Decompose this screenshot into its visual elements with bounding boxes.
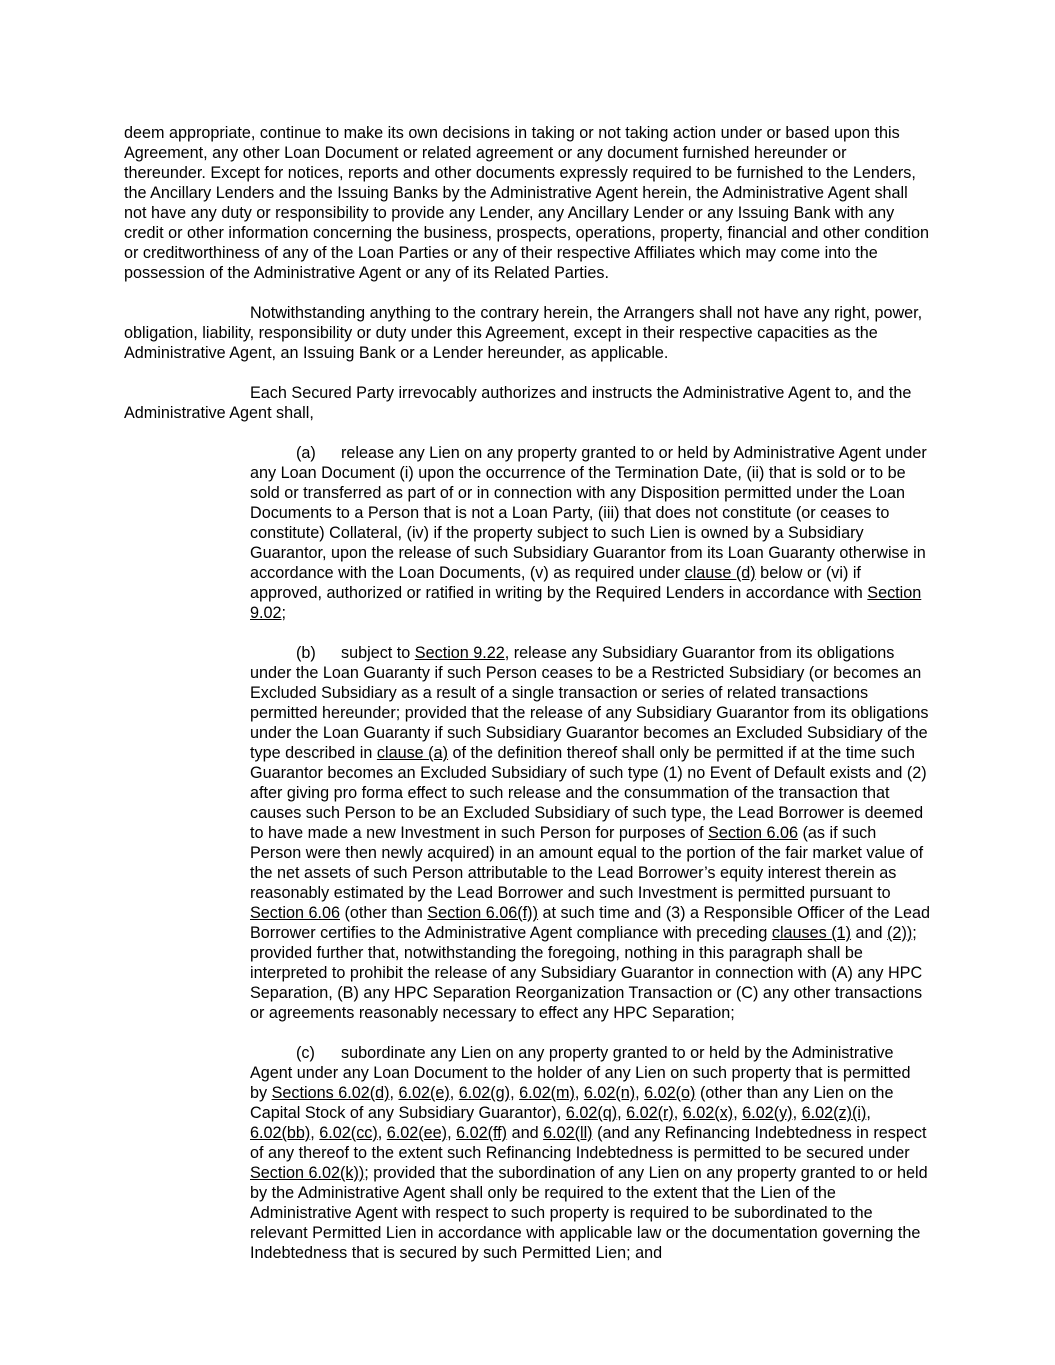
cross-reference: 6.02(n) xyxy=(583,1084,636,1102)
cross-reference: 6.02(r) xyxy=(626,1104,674,1122)
paragraph-arrangers xyxy=(124,303,930,363)
text-run: subordinate any Lien on any property granted to or held by the Administrative Agent under any Loan Document to the holder of any Lien on such property that is permitted by xyxy=(250,1044,911,1102)
text-run: at such time and (3) a Responsible Officer of the Lead Borrower certifies to the Administrative Agent compliance with preceding xyxy=(250,904,930,942)
text-run: , xyxy=(449,1084,459,1102)
cross-reference: Section 9.02 xyxy=(250,584,922,622)
cross-reference: 6.02(m) xyxy=(519,1084,575,1102)
clause-b-label: (b) xyxy=(296,644,316,662)
cross-reference: clauses (1) xyxy=(771,924,852,942)
text-run: (other than xyxy=(340,904,428,922)
cross-reference: 6.02(x) xyxy=(682,1104,734,1122)
text-run: ; xyxy=(281,604,287,622)
text-run: Each Secured Party irrevocably authorizes and instructs the Administrative Agent to, and the Administrative Agent shall, xyxy=(124,384,912,422)
text-run: , xyxy=(310,1124,320,1142)
text-run: , xyxy=(377,1124,387,1142)
cross-reference: 6.02(g) xyxy=(458,1084,511,1102)
cross-reference: 6.02(cc) xyxy=(319,1124,378,1142)
text-run: , release any Subsidiary Guarantor from its obligations under the Loan Guaranty if such Person ceases to be a Restricted Subsidiary (or becomes an Excluded Subsidiary as a result of a single transaction or series of related transactions permitted hereunder; provided that the release of any Subsidiary Guarantor from its obligations under the Loan Guaranty if such Subsidiary Guarantor becomes an Excluded Subsidiary of the type described in xyxy=(250,644,929,762)
text-run: , xyxy=(733,1104,743,1122)
text-run: , xyxy=(389,1084,399,1102)
paragraph-secured-party-authorization xyxy=(124,383,930,423)
text-run: (other than any Lien on the Capital Stock of any Subsidiary Guarantor), xyxy=(250,1084,894,1122)
cross-reference: 6.02(bb) xyxy=(250,1124,311,1142)
cross-reference: clause (a) xyxy=(376,744,448,762)
text-run: (as if such Person were then newly acquired) in an amount equal to the portion of the fair market value of the net assets of such Person attributable to the Lead Borrower’s equity interest therein as reasonably estimated by the Lead Borrower and such Investment is permitted pursuant to xyxy=(250,824,924,902)
text-run: Notwithstanding anything to the contrary herein, the Arrangers shall not have any right, power, obligation, liability, responsibility or duty under this Agreement, except in their respective capacities as the Administrative Agent, an Issuing Bank or a Lender hereunder, as applicable. xyxy=(124,304,923,362)
clause-a-paragraph xyxy=(250,443,930,623)
cross-reference: clause (d) xyxy=(684,564,756,582)
clause-c-text xyxy=(250,1044,928,1262)
clause-b-paragraph xyxy=(250,643,930,1023)
cross-reference: Sections 6.02(d) xyxy=(271,1084,390,1102)
cross-reference: Section 6.06 xyxy=(250,904,340,922)
text-run: , xyxy=(635,1084,645,1102)
cross-reference: 6.02(o) xyxy=(644,1084,696,1102)
text-run: , xyxy=(617,1104,627,1122)
text-run: deem appropriate, continue to make its own decisions in taking or not taking action under or based upon this Agreement, any other Loan Document or related agreement or any document furnished hereunder or thereunder. Except for notices, reports and other documents expressly required to be furnished to the Lenders, the Ancillary Lenders and the Issuing Banks by the Administrative Agent herein, the Administrative Agent shall not have any duty or responsibility to provide any Lender, any Ancillary Lender or any Issuing Bank with any credit or other information concerning the business, prospects, operations, property, financial and other condition or creditworthiness of any of the Loan Parties or any of their respective Affiliates which may come into the possession of the Administrative Agent or any of its Related Parties. xyxy=(124,124,930,282)
cross-reference: Section 6.06(f)) xyxy=(427,904,538,922)
text-run: ; provided that the subordination of any Lien on any property granted to or held by the Administrative Agent shall only be required to the extent that the Lien of the Administrative Agent with respect to such property is required to be subordinated to the relevant Permitted Lien in accordance with applicable law or the documentation governing the Indebtedness that is secured by such Permitted Lien; and xyxy=(250,1164,928,1262)
cross-reference: Section 9.22 xyxy=(414,644,505,662)
cross-reference: (2)) xyxy=(887,924,913,942)
text-run: ; provided further that, notwithstanding the foregoing, nothing in this paragraph shall be interpreted to prohibit the release of any Subsidiary Guarantor in connection with (A) any HPC Separation, (B) any HPC Separation Reorganization Transaction or (C) any other transactions or agreements reasonably necessary to effect any HPC Separation; xyxy=(250,924,923,1022)
cross-reference: Section 6.06 xyxy=(708,824,799,842)
text-run: of the definition thereof shall only be permitted if at the time such Guarantor becomes an Excluded Subsidiary of such type (1) no Event of Default exists and (2) after giving pro forma effect to such release and the consummation of the transaction that causes such Person to be an Excluded Subsidiary of such type, the Lead Borrower is deemed to have made a new Investment in such Person for purposes of xyxy=(250,744,927,842)
text-run: (and any Refinancing Indebtedness in respect of any thereof to the extent such Refinancing Indebtedness is permitted to be secured under xyxy=(250,1124,927,1162)
text-run: , xyxy=(866,1104,871,1122)
cross-reference: 6.02(z)(i) xyxy=(801,1104,867,1122)
clause-a-label: (a) xyxy=(296,444,316,462)
cross-reference: 6.02(ll) xyxy=(543,1124,593,1142)
cross-reference: 6.02(e) xyxy=(398,1084,450,1102)
cross-reference: 6.02(ee) xyxy=(386,1124,448,1142)
cross-reference: 6.02(q) xyxy=(565,1104,618,1122)
text-run: , xyxy=(792,1104,802,1122)
text-run: below or (vi) if approved, authorized or ratified in writing by the Required Lenders in accordance with xyxy=(250,564,868,602)
cross-reference: 6.02(ff) xyxy=(456,1124,508,1142)
text-run: , xyxy=(574,1084,584,1102)
cross-reference: Section 6.02(k)) xyxy=(250,1164,365,1182)
cross-reference: 6.02(y) xyxy=(742,1104,793,1122)
text-run: and xyxy=(507,1124,544,1142)
text-run: subject to xyxy=(341,644,415,662)
text-run: , xyxy=(510,1084,520,1102)
text-run: release any Lien on any property granted to or held by Administrative Agent under any Loan Document (i) upon the occurrence of the Termination Date, (ii) that is sold or to be sold or transferred as part of or in connection with any Disposition permitted under the Loan Documents to a Person that is not a Loan Party, (iii) that does not constitute (or ceases to constitute) Collateral, (iv) if the property subject to such Lien is owned by a Subsidiary Guarantor, upon the release of such Subsidiary Guarantor from its Loan Guaranty otherwise in accordance with the Loan Documents, (v) as required under xyxy=(250,444,927,582)
text-run: , xyxy=(447,1124,457,1142)
text-run: and xyxy=(851,924,888,942)
paragraph-agent-discretion xyxy=(124,123,930,283)
clause-b-text xyxy=(250,644,930,1022)
clause-c-paragraph xyxy=(250,1043,930,1263)
clause-a-text xyxy=(250,444,927,622)
clause-c-label: (c) xyxy=(296,1044,315,1062)
text-run: , xyxy=(673,1104,683,1122)
